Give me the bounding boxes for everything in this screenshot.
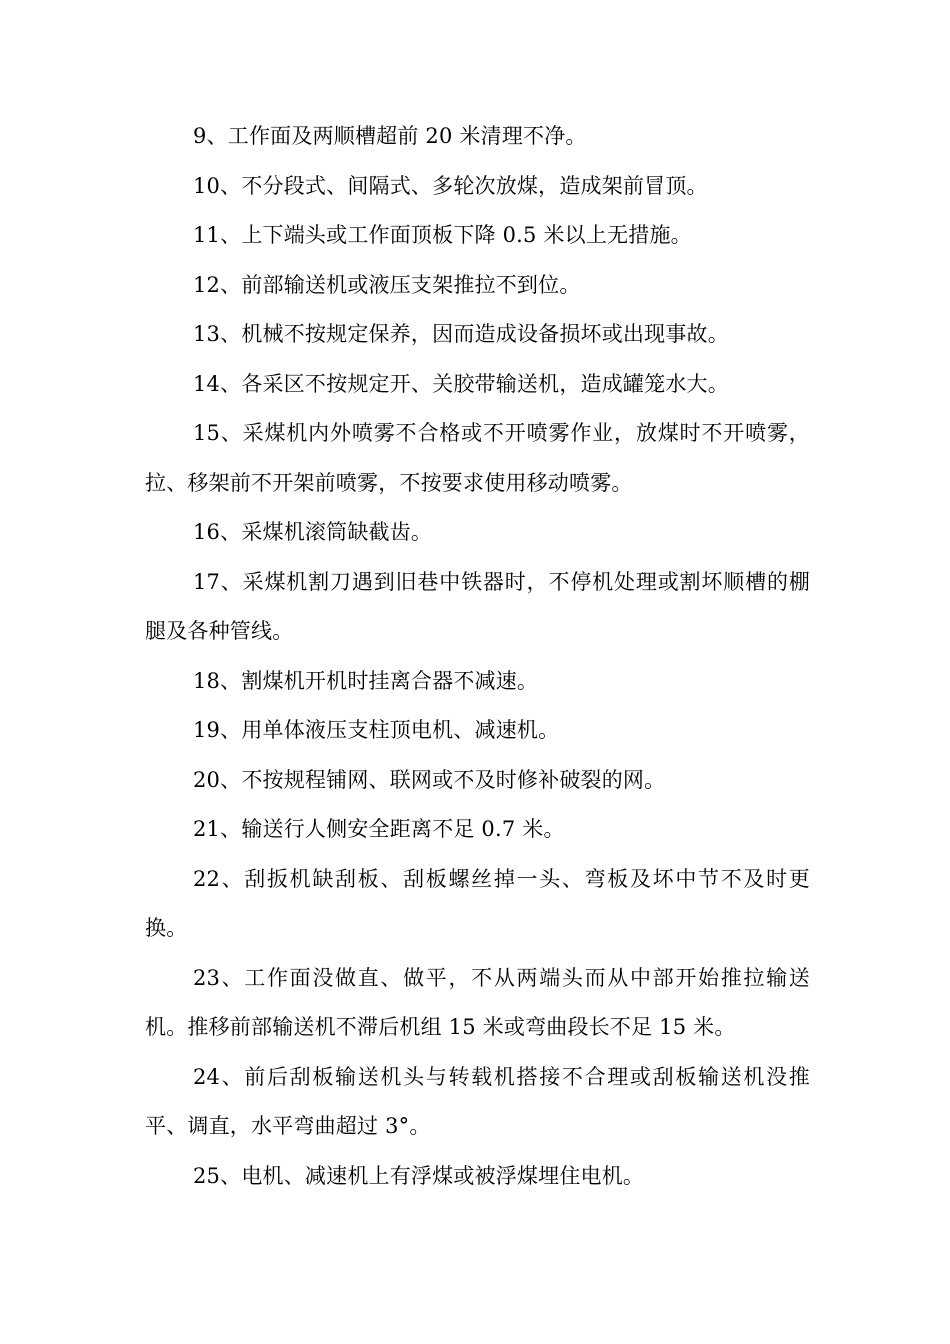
paragraph-item-25: 25、电机、减速机上有浮煤或被浮煤埋住电机。 — [193, 1163, 645, 1188]
paragraph-item-14: 14、各采区不按规定开、关胶带输送机，造成罐笼水大。 — [193, 371, 729, 396]
paragraph-item-21: 21、输送行人侧安全距离不足 0.7 米。 — [193, 817, 565, 841]
paragraph-item-24: 24、前后刮板输送机头与转载机搭接不合理或刮板输送机没推平、调直，水平弯曲超过 3°。 — [145, 1064, 810, 1138]
paragraph-item-12: 12、前部输送机或液压支架推拉不到位。 — [193, 272, 581, 297]
paragraph-item-13: 13、机械不按规定保养，因而造成设备损坏或出现事故。 — [193, 322, 729, 346]
paragraph-item-20: 20、不按规程铺网、联网或不及时修补破裂的网。 — [193, 767, 666, 792]
paragraph-item-15: 15、采煤机内外喷雾不合格或不开喷雾作业，放煤时不开喷雾，拉、移架前不开架前喷雾，不按要求使用移动喷雾。 — [145, 421, 810, 495]
paragraph-item-11: 11、上下端头或工作面顶板下降 0.5 米以上无措施。 — [193, 223, 692, 247]
paragraph-item-18: 18、割煤机开机时挂离合器不减速。 — [193, 668, 539, 693]
document-body — [145, 112, 810, 1201]
paragraph-item-19: 19、用单体液压支柱顶电机、减速机。 — [193, 718, 560, 742]
paragraph-item-9: 9、工作面及两顺槽超前 20 米清理不净。 — [193, 124, 587, 148]
paragraph-item-10: 10、不分段式、间隔式、多轮次放煤，造成架前冒顶。 — [193, 173, 708, 198]
paragraph-item-17: 17、采煤机割刀遇到旧巷中铁器时，不停机处理或割坏顺槽的棚腿及各种管线。 — [145, 569, 810, 643]
paragraph-item-23: 23、工作面没做直、做平，不从两端头而从中部开始推拉输送机。推移前部输送机不滞后机组 15 米或弯曲段长不足 15 米。 — [145, 965, 810, 1039]
paragraph-item-22: 22、刮扳机缺刮板、刮板螺丝掉一头、弯板及坏中节不及时更换。 — [145, 866, 810, 940]
paragraph-item-16: 16、采煤机滚筒缺截齿。 — [193, 520, 433, 544]
